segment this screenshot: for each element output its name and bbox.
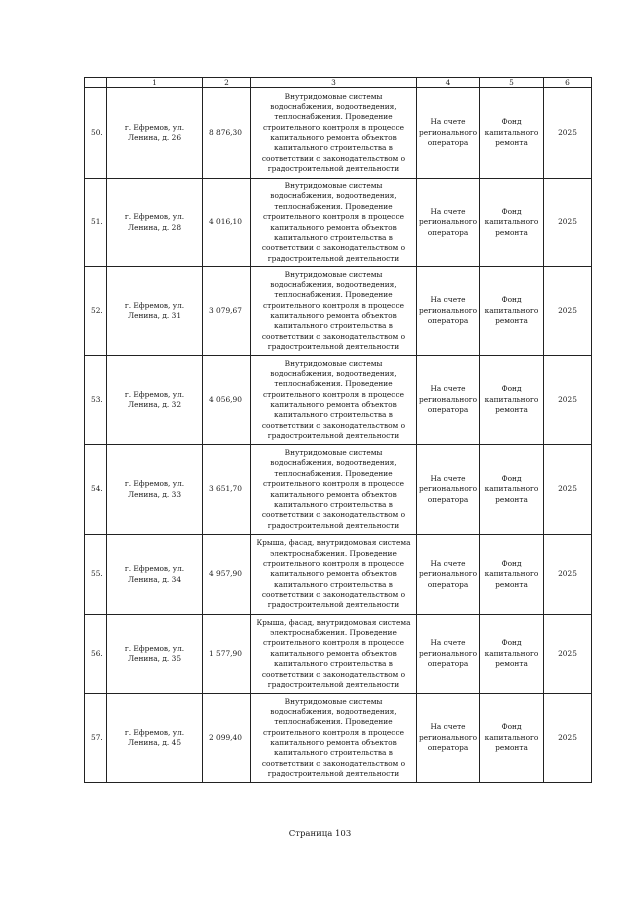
header-index-spacer bbox=[85, 78, 107, 88]
row-year: 2025 bbox=[544, 356, 592, 445]
row-work-description: Внутридомовые системы водоснабжения, водоотведения, теплоснабжения. Проведение строительного контроля в процессе капитального ремонта объектов капитального строительства в соответствии с законодательством о градостроительной деятельности bbox=[251, 356, 417, 445]
row-address: г. Ефремов, ул. Ленина, д. 31 bbox=[107, 267, 203, 356]
row-account-type: На счете регионального оператора bbox=[417, 88, 480, 179]
table-row bbox=[85, 694, 592, 783]
row-work-description: Внутридомовые системы водоснабжения, водоотведения, теплоснабжения. Проведение строительного контроля в процессе капитального ремонта объектов капитального строительства в соответствии с законодательством о градостроительной деятельности bbox=[251, 179, 417, 267]
row-cost: 3 079,67 bbox=[203, 267, 251, 356]
table-header bbox=[85, 78, 592, 88]
header-col-4: 4 bbox=[417, 78, 480, 88]
row-account-type: На счете регионального оператора bbox=[417, 179, 480, 267]
row-fund-source: Фонд капитального ремонта bbox=[480, 445, 544, 535]
row-work-description: Внутридомовые системы водоснабжения, водоотведения, теплоснабжения. Проведение строительного контроля в процессе капитального ремонта объектов капитального строительства в соответствии с законодательством о градостроительной деятельности bbox=[251, 445, 417, 535]
row-account-type: На счете регионального оператора bbox=[417, 694, 480, 783]
row-fund-source: Фонд капитального ремонта bbox=[480, 535, 544, 615]
row-work-description: Крыша, фасад, внутридомовая система электроснабжения. Проведение строительного контроля в процессе капитального ремонта объектов капитального строительства в соответствии с законодательством о градостроительной деятельности bbox=[251, 615, 417, 694]
row-cost: 8 876,30 bbox=[203, 88, 251, 179]
row-cost: 2 099,40 bbox=[203, 694, 251, 783]
row-fund-source: Фонд капитального ремонта bbox=[480, 88, 544, 179]
table-body bbox=[85, 88, 592, 783]
row-number: 54. bbox=[85, 445, 107, 535]
row-address: г. Ефремов, ул. Ленина, д. 34 bbox=[107, 535, 203, 615]
row-number: 51. bbox=[85, 179, 107, 267]
row-year: 2025 bbox=[544, 445, 592, 535]
row-year: 2025 bbox=[544, 615, 592, 694]
row-account-type: На счете регионального оператора bbox=[417, 356, 480, 445]
row-address: г. Ефремов, ул. Ленина, д. 45 bbox=[107, 694, 203, 783]
row-address: г. Ефремов, ул. Ленина, д. 33 bbox=[107, 445, 203, 535]
header-col-3: 3 bbox=[251, 78, 417, 88]
row-number: 52. bbox=[85, 267, 107, 356]
row-fund-source: Фонд капитального ремонта bbox=[480, 615, 544, 694]
row-number: 57. bbox=[85, 694, 107, 783]
row-number: 53. bbox=[85, 356, 107, 445]
row-address: г. Ефремов, ул. Ленина, д. 26 bbox=[107, 88, 203, 179]
header-col-2: 2 bbox=[203, 78, 251, 88]
row-cost: 1 577,90 bbox=[203, 615, 251, 694]
row-cost: 4 056,90 bbox=[203, 356, 251, 445]
table-row bbox=[85, 179, 592, 267]
row-cost: 4 016,10 bbox=[203, 179, 251, 267]
row-cost: 4 957,90 bbox=[203, 535, 251, 615]
row-address: г. Ефремов, ул. Ленина, д. 28 bbox=[107, 179, 203, 267]
row-work-description: Внутридомовые системы водоснабжения, водоотведения, теплоснабжения. Проведение строительного контроля в процессе капитального ремонта объектов капитального строительства в соответствии с законодательством о градостроительной деятельности bbox=[251, 88, 417, 179]
row-year: 2025 bbox=[544, 88, 592, 179]
row-year: 2025 bbox=[544, 179, 592, 267]
table-row bbox=[85, 615, 592, 694]
header-row bbox=[85, 78, 592, 88]
row-work-description: Внутридомовые системы водоснабжения, водоотведения, теплоснабжения. Проведение строительного контроля в процессе капитального ремонта объектов капитального строительства в соответствии с законодательством о градостроительной деятельности bbox=[251, 267, 417, 356]
table-row bbox=[85, 535, 592, 615]
header-col-1: 1 bbox=[107, 78, 203, 88]
row-fund-source: Фонд капитального ремонта bbox=[480, 356, 544, 445]
table-row bbox=[85, 267, 592, 356]
row-work-description: Внутридомовые системы водоснабжения, водоотведения, теплоснабжения. Проведение строительного контроля в процессе капитального ремонта объектов капитального строительства в соответствии с законодательством о градостроительной деятельности bbox=[251, 694, 417, 783]
row-number: 50. bbox=[85, 88, 107, 179]
row-cost: 3 651,70 bbox=[203, 445, 251, 535]
row-address: г. Ефремов, ул. Ленина, д. 35 bbox=[107, 615, 203, 694]
row-account-type: На счете регионального оператора bbox=[417, 267, 480, 356]
row-number: 56. bbox=[85, 615, 107, 694]
row-year: 2025 bbox=[544, 535, 592, 615]
row-work-description: Крыша, фасад, внутридомовая система электроснабжения. Проведение строительного контроля в процессе капитального ремонта объектов капитального строительства в соответствии с законодательством о градостроительной деятельности bbox=[251, 535, 417, 615]
row-fund-source: Фонд капитального ремонта bbox=[480, 179, 544, 267]
row-account-type: На счете регионального оператора bbox=[417, 535, 480, 615]
row-account-type: На счете регионального оператора bbox=[417, 445, 480, 535]
table-row bbox=[85, 356, 592, 445]
row-year: 2025 bbox=[544, 267, 592, 356]
table-row bbox=[85, 445, 592, 535]
row-number: 55. bbox=[85, 535, 107, 615]
header-col-6: 6 bbox=[544, 78, 592, 88]
header-col-5: 5 bbox=[480, 78, 544, 88]
row-fund-source: Фонд капитального ремонта bbox=[480, 267, 544, 356]
row-account-type: На счете регионального оператора bbox=[417, 615, 480, 694]
table-row bbox=[85, 88, 592, 179]
page-number: Страница 103 bbox=[288, 829, 352, 839]
row-year: 2025 bbox=[544, 694, 592, 783]
row-fund-source: Фонд капитального ремонта bbox=[480, 694, 544, 783]
row-address: г. Ефремов, ул. Ленина, д. 32 bbox=[107, 356, 203, 445]
repair-schedule-table bbox=[84, 77, 592, 783]
